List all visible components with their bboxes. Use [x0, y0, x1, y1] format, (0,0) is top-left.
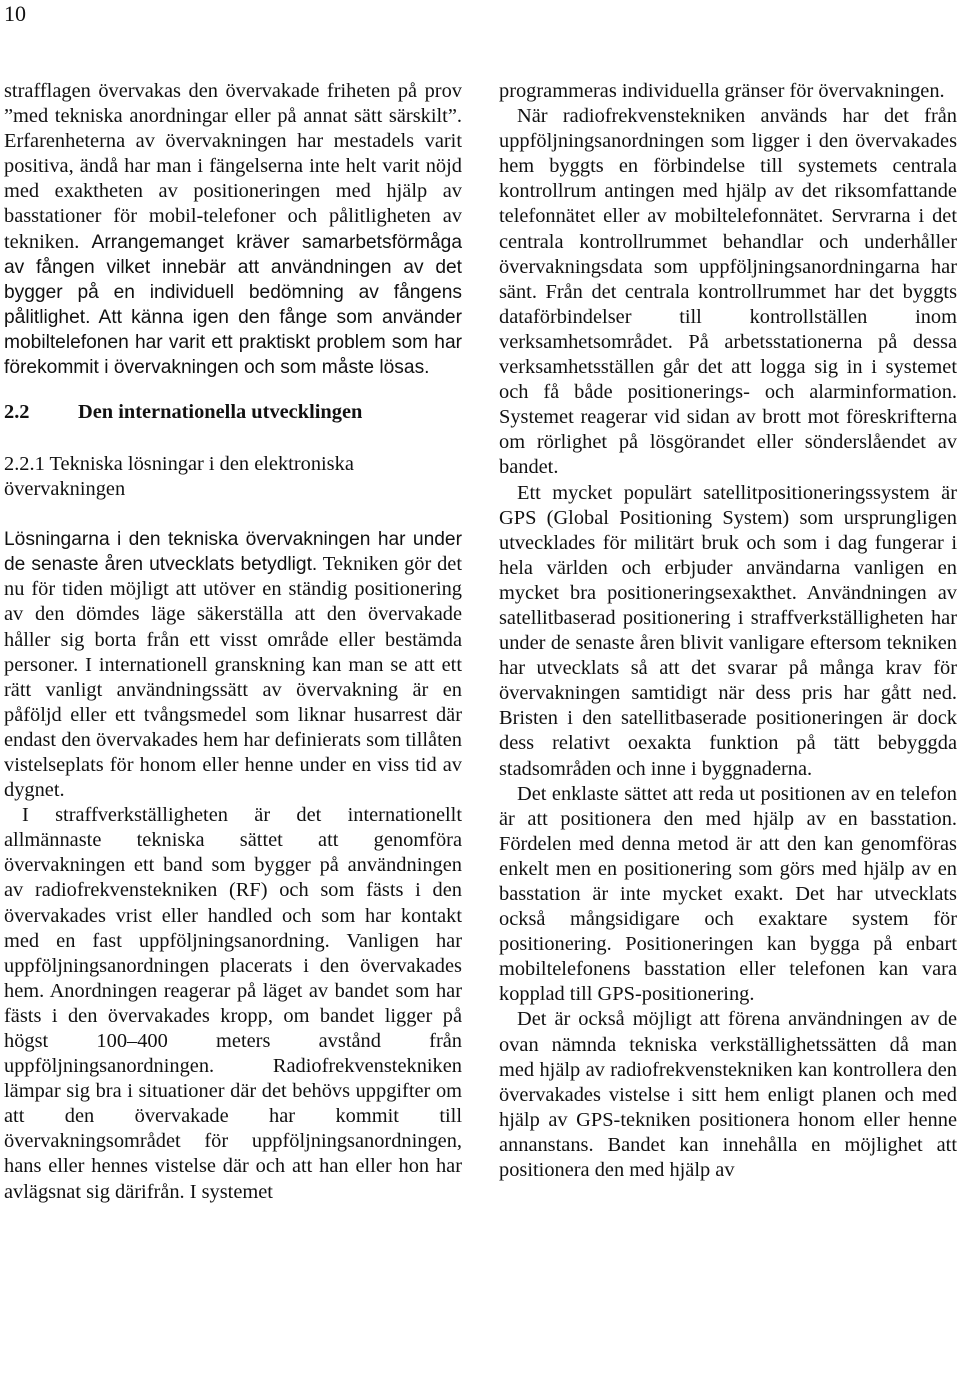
paragraph-text-sans: Arrangemanget kräver samarbetsförmåga av fången vilket innebär att användningen av det bygger på en individuell bedömning av fångens pålitlighet. Att känna igen den fånge som använder mobiltelefonen har varit ett praktiskt problem som har förekommit i övervakningen och som måste lösas. — [4, 231, 462, 379]
section-heading — [4, 400, 462, 425]
paragraph-combined-methods: Det är också möjligt att förena användningen av de ovan nämnda tekniska verkställighetssätten då man med hjälp av radiofrekvenstekniken kan kontrollera den övervakades vistelse i sitt hem enligt planen och med hjälp av GPS-tekniken positionera honom eller henne annanstans. Bandet kan innehålla en möjlighet att positionera den med hjälp av — [499, 1008, 957, 1182]
paragraph-control-room: När radiofrekvenstekniken används har det från uppföljningsanordningen som ligger i den övervakades hem byggts en förbindelse till systemets centrala kontrollrum antingen med hjälp av det riksomfattande telefonnätet eller av mobiltelefonnätet. Servrarna i det centrala kontrollrummet behandlar och underhåller övervakningsdata som uppföljningsanordningarna har sänt. Från det centrala kontrollrummet har det byggts dataförbindelser till kontrollställen inom verksamhetsområdet. På arbetsstationerna på dessa verksamhetsställen går det att logga sig in i systemet och få både positionerings- och alarminformation. Systemet reagerar vid sidan av brott mot föreskrifterna om rörlighet på lösgörandet eller sönderslåendet av bandet. — [499, 105, 957, 479]
paragraph-radio-frequency: I straffverkställigheten är det internationellt allmännaste tekniska sättet att genomföra övervakningen ett band som bygger på användningen av radiofrekvenstekniken (RF) och som fästs i den övervakades vrist eller handled och som har kontakt med en fast uppföljningsanordning. Vanligen har uppföljningsanordningen placerats i den övervakades hem. Anordningen reagerar på läget av bandet som har fästs i den övervakades kropp, om bandet ligger på högst 100–400 meters avstånd från uppföljningsanordningen. Radiofrekvenstekniken lämpar sig bra i situationer där det behövs uppgifter om att den övervakade har kommit till övervakningsområdet för uppföljningsanordningen, hans eller hennes vistelse där och att han eller hon har avlägsnat sig därifrån. I systemet — [4, 804, 462, 1203]
paragraph-continued: programmeras individuella gränser för övervakningen. — [499, 80, 945, 102]
paragraph-text-sans: Lösningarna i den tekniska övervakningen har under de senaste åren utvecklats betydligt. — [4, 529, 462, 576]
paragraph-gps: Ett mycket populärt satellitpositioneringssystem är GPS (Global Positioning System) som ursprungligen utvecklades för militärt bruk och som i dag fungerar i hela världen och erbjuder användarna vanligen en mycket bra positioneringsexakthet. Användningen av satellitbaserad positionering i straffverkställigheten har under de senaste åren blivit vanligare eftersom tekniken har utvecklats så att det svarar på många krav för övervakningen samtidigt när dess pris har gått ned. Bristen i den satellitbaserade positioneringen är dock dess relativt oexakta funktion på tätt bebyggda stadsområden och inne i byggnaderna. — [499, 481, 957, 780]
paragraph-base-station: Det enklaste sättet att reda ut positionen av en telefon är att positionera den med hjälp av en basstation. Fördelen med denna metod är att den kan genomföras enkelt men en positionering som görs med hjälp av en basstation är inte mycket exakt. Det har utvecklats också mångsidigare och exaktare system för positionering. Positioneringen kan bygga på enbart mobiltelefonens basstation eller telefonen kan vara kopplad till GPS-positionering. — [499, 782, 957, 1006]
page-number: 10 — [4, 1, 26, 26]
paragraph-offender-mobile-monitoring — [4, 79, 462, 380]
left-column — [4, 79, 462, 1205]
section-number: 2.2 — [4, 401, 30, 424]
paragraph-technical-solutions — [4, 527, 462, 803]
subsection-heading: 2.2.1 Tekniska lösningar i den elektroniska övervakningen — [4, 453, 354, 501]
right-column — [499, 79, 957, 1183]
paragraph-text-serif: strafflagen övervakas den övervakade friheten på prov ”med tekniska anordningar eller på annat sätt särskilt”. Erfarenheterna av övervakningen har mestadels varit positiva, ändå har man i fängelserna inte helt varit nöjd med exaktheten av positioneringen med hjälp av basstationer för mobil-telefoner och pålitligheten av tekniken. — [4, 80, 462, 253]
section-title: Den internationella utvecklingen — [78, 401, 363, 424]
paragraph-text-serif: Tekniken gör det nu för tiden möjligt att utöver en ständig positionering av den dömdes läge säkerställa att den övervakade håller sig borta från ett visst område eller bestämda personer. I internationell granskning kan man se att ett rätt vanligt användningssätt av övervakning är en påföljd eller ett tvångsmedel som liknar husarrest där endast den övervakades hem har definierats som tillåten vistelseplats för honom eller henne under en viss tid av dygnet. — [4, 553, 462, 802]
